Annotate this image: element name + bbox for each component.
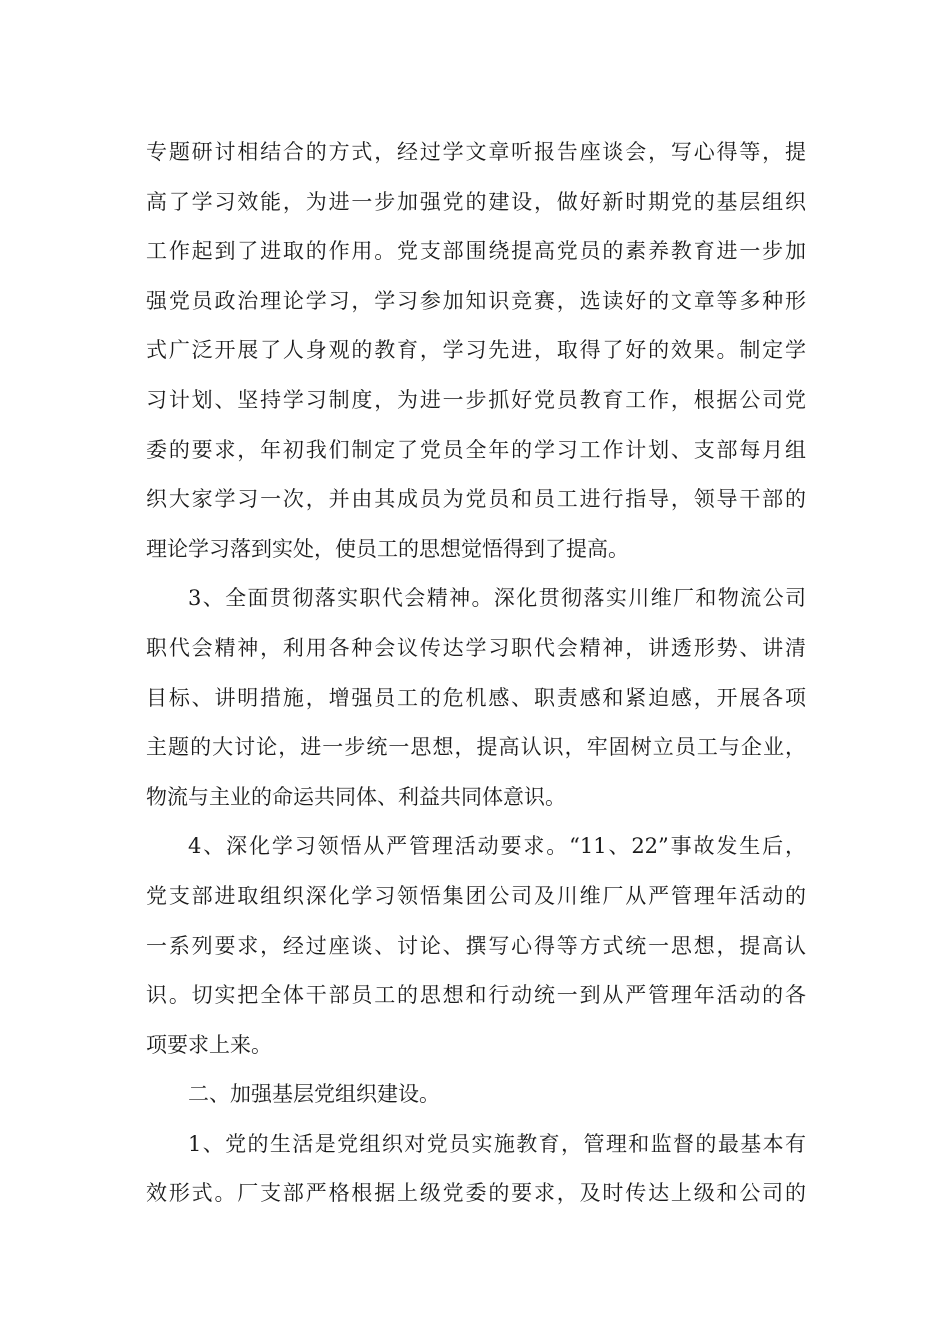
document-body [146, 128, 806, 1219]
text-line: 二、加强基层党组织建设。 [188, 1082, 440, 1107]
text-line: 3、全面贯彻落实职代会精神。深化贯彻落实川维厂和物流公司 [188, 586, 806, 611]
text-line: 4、深化学习领悟从严管理活动要求。“11、22”事故发生后， [188, 834, 806, 859]
text-line: 主题的大讨论，进一步统一思想，提高认识，牢固树立员工与企业， [146, 735, 806, 760]
text-line: 党支部进取组织深化学习领悟集团公司及川维厂从严管理年活动的 [146, 883, 806, 908]
text-line: 高了学习效能，为进一步加强党的建设，做好新时期党的基层组织 [146, 189, 806, 214]
text-line: 效形式。厂支部严格根据上级党委的要求，及时传达上级和公司的 [146, 1181, 806, 1206]
text-line: 习计划、坚持学习制度，为进一步抓好党员教育工作，根据公司党 [146, 387, 806, 412]
text-line: 识。切实把全体干部员工的思想和行动统一到从严管理年活动的各 [146, 983, 806, 1008]
text-line: 专题研讨相结合的方式，经过学文章听报告座谈会，写心得等，提 [146, 140, 806, 164]
text-line: 1、党的生活是党组织对党员实施教育，管理和监督的最基本有 [188, 1131, 806, 1156]
text-line: 物流与主业的命运共同体、利益共同体意识。 [146, 784, 566, 809]
text-line: 目标、讲明措施，增强员工的危机感、职责感和紧迫感，开展各项 [146, 685, 806, 710]
text-line: 理论学习落到实处，使员工的思想觉悟得到了提高。 [146, 536, 629, 561]
text-line: 强党员政治理论学习，学习参加知识竞赛，选读好的文章等多种形 [146, 288, 806, 313]
text-line: 委的要求，年初我们制定了党员全年的学习工作计划、支部每月组 [146, 437, 806, 462]
text-line: 项要求上来。 [146, 1032, 272, 1057]
text-line: 式广泛开展了人身观的教育，学习先进，取得了好的效果。制定学 [146, 338, 806, 363]
text-line: 织大家学习一次，并由其成员为党员和员工进行指导，领导干部的 [146, 487, 806, 512]
text-line: 工作起到了进取的作用。党支部围绕提高党员的素养教育进一步加 [146, 239, 806, 264]
text-line: 一系列要求，经过座谈、讨论、撰写心得等方式统一思想，提高认 [146, 933, 806, 958]
text-line: 职代会精神，利用各种会议传达学习职代会精神，讲透形势、讲清 [146, 635, 806, 660]
